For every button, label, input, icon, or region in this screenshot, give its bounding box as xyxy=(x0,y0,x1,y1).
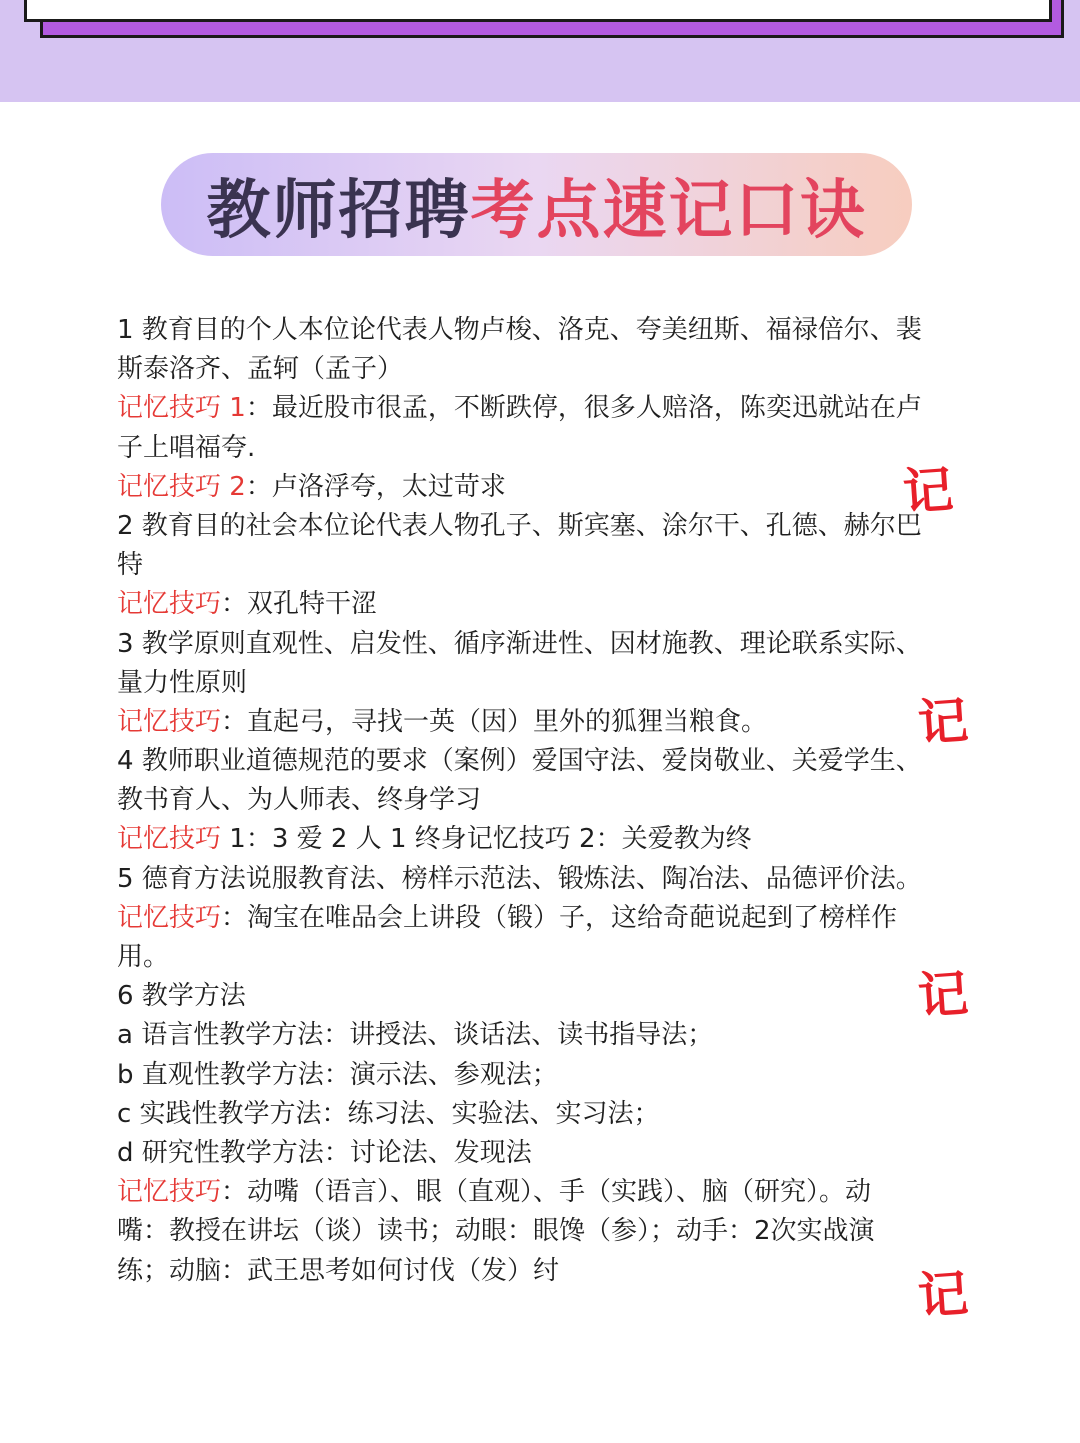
title-part-dark: 教师招聘 xyxy=(206,172,471,248)
text-line xyxy=(117,742,997,781)
line-text: 1：3 爱 2 人 1 终身记忆技巧 2：关爱教为终 xyxy=(221,824,752,855)
card-frame-decoration xyxy=(24,0,1052,22)
memory-tip-line xyxy=(117,585,997,624)
line-text: b 直观性教学方法：演示法、参观法； xyxy=(117,1059,558,1090)
text-line xyxy=(117,625,997,664)
line-text: c 实践性教学方法：练习法、实验法、实习法； xyxy=(117,1098,660,1129)
line-text: 教书育人、为人师表、终身学习 xyxy=(117,785,482,816)
text-line xyxy=(117,546,997,585)
memory-tip-line xyxy=(117,820,997,859)
line-text: ：淘宝在唯品会上讲段（锻）子，这给奇葩说起到了榜样作 xyxy=(221,902,898,933)
text-line xyxy=(117,1056,997,1095)
memory-tip-line xyxy=(117,703,997,742)
notes-content xyxy=(117,311,997,1291)
line-text: 量力性原则 xyxy=(117,667,248,698)
line-text: 4 教师职业道德规范的要求（案例）爱国守法、爱岗敬业、关爱学生、 xyxy=(117,746,922,777)
text-line xyxy=(117,781,997,820)
text-line xyxy=(117,1134,997,1173)
text-line xyxy=(117,664,997,703)
memory-tip-label: 记忆技巧 xyxy=(117,589,222,620)
memo-stamp: 记 xyxy=(915,963,970,1026)
line-text: 3 教学原则直观性、启发性、循序渐进性、因材施教、理论联系实际、 xyxy=(117,628,922,659)
memory-tip-label: 记忆技巧 xyxy=(117,902,222,933)
line-text: 5 德育方法说服教育法、榜样示范法、锻炼法、陶冶法、品德评价法。 xyxy=(117,863,922,894)
line-text: 子上唱福夸. xyxy=(117,432,256,463)
line-text: ：直起弓，寻找一英（因）里外的狐狸当粮食。 xyxy=(221,706,768,737)
line-text: ：最近股市很孟，不断跌停，很多人赔洛，陈奕迅就站在卢 xyxy=(245,393,922,424)
line-text: ：双孔特干涩 xyxy=(221,589,378,620)
text-line xyxy=(117,860,997,899)
memory-tip-label: 记忆技巧 1 xyxy=(117,393,246,424)
text-line xyxy=(117,311,997,350)
memory-tip-line xyxy=(117,899,997,938)
line-text: 6 教学方法 xyxy=(117,981,246,1012)
memory-tip-label: 记忆技巧 xyxy=(117,1177,222,1208)
text-line xyxy=(117,977,997,1016)
title-part-red: 考点速记口诀 xyxy=(470,172,867,248)
text-line xyxy=(117,1212,997,1251)
line-text: 用。 xyxy=(117,942,170,972)
text-line xyxy=(117,507,997,546)
memory-tip-label: 记忆技巧 xyxy=(117,824,222,855)
memory-tip-line xyxy=(117,389,997,428)
text-line xyxy=(117,350,997,389)
memory-tip-label: 记忆技巧 2 xyxy=(117,471,246,502)
line-text: 2 教育目的社会本位论代表人物孔子、斯宾塞、涂尔干、孔德、赫尔巴 xyxy=(117,510,922,541)
memo-stamp: 记 xyxy=(900,459,955,522)
title-pill xyxy=(161,153,912,256)
line-text: d 研究性教学方法：讨论法、发现法 xyxy=(117,1137,532,1168)
line-text: 嘴：教授在讲坛（谈）读书；动眼：眼馋（参）；动手：2次实战演 xyxy=(117,1216,875,1247)
line-text: ：卢洛浮夸，太过苛求 xyxy=(245,471,506,502)
memory-tip-line xyxy=(117,468,997,507)
line-text: 斯泰洛齐、孟轲（孟子） xyxy=(117,354,404,385)
memo-stamp: 记 xyxy=(915,690,970,753)
text-line xyxy=(117,938,997,977)
line-text: 1 教育目的个人本位论代表人物卢梭、洛克、夸美纽斯、福禄倍尔、裴 xyxy=(117,315,922,345)
page-title xyxy=(207,159,867,251)
text-line xyxy=(117,1252,997,1291)
text-line xyxy=(117,429,997,468)
memory-tip-line xyxy=(117,1173,997,1212)
memory-tip-label: 记忆技巧 xyxy=(117,706,222,737)
line-text: ：动嘴（语言）、眼（直观）、手（实践）、脑（研究）。动 xyxy=(221,1177,872,1208)
memo-stamp: 记 xyxy=(915,1263,970,1326)
line-text: a 语言性教学方法：讲授法、谈话法、读书指导法； xyxy=(117,1020,714,1051)
line-text: 练；动脑：武王思考如何讨伐（发）纣 xyxy=(117,1255,560,1286)
text-line xyxy=(117,1016,997,1055)
text-line xyxy=(117,1095,997,1134)
line-text: 特 xyxy=(117,550,144,581)
